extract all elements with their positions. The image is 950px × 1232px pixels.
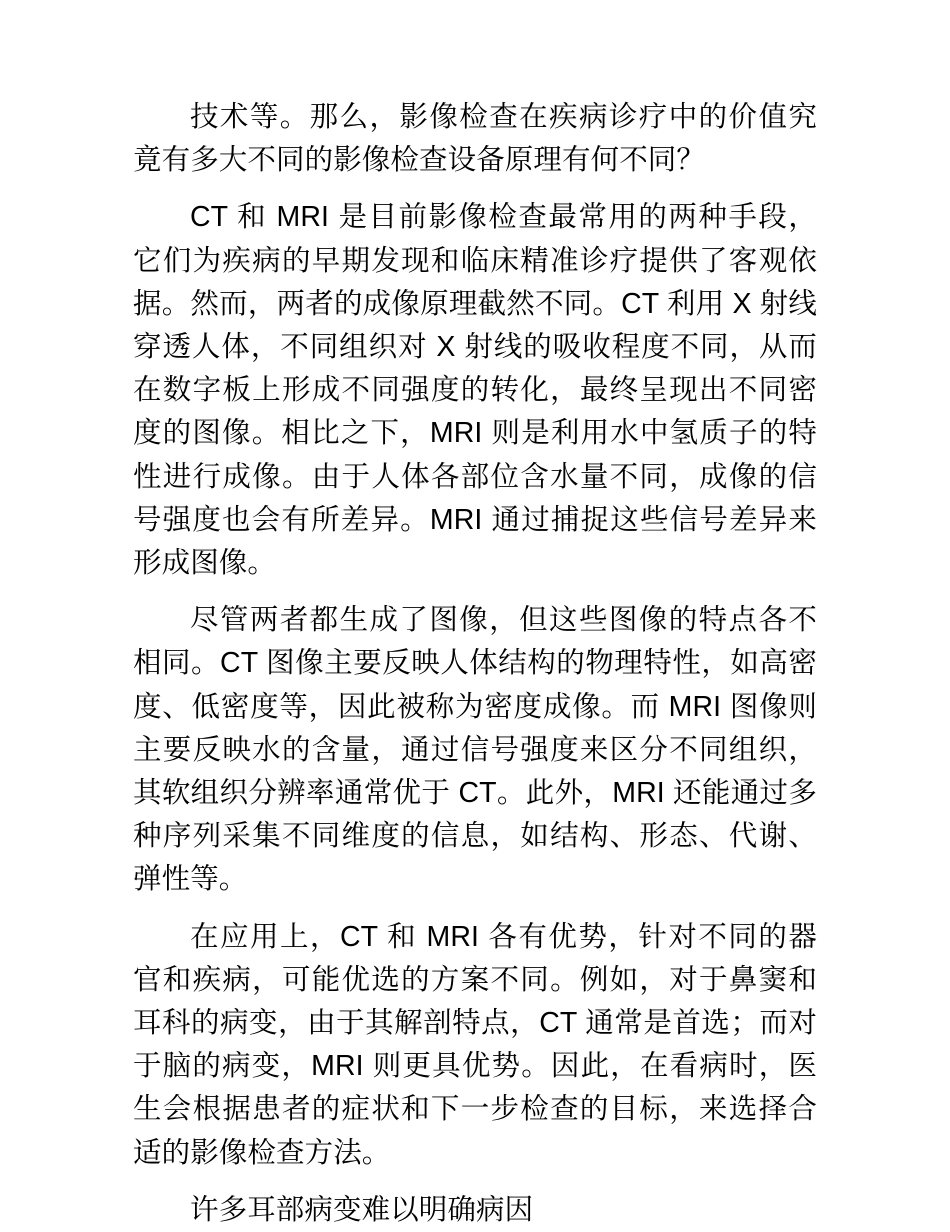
paragraph-4: 在应用上，CT 和 MRI 各有优势，针对不同的器官和疾病，可能优选的方案不同。例如，对于鼻窦和耳科的病变，由于其解剖特点，CT 通常是首选；而对于脑的病变，MRI 则更具优势。因此，在看病时，医生会根据患者的症状和下一步检查的目标，来选择合适的影像检查方法。: [133, 920, 817, 1169]
paragraph-1: 技术等。那么，影像检查在疾病诊疗中的价值究竟有多大不同的影像检查设备原理有何不同？: [133, 101, 817, 177]
paragraph-5: 许多耳部病变难以明确病因: [190, 1193, 534, 1226]
paragraph-3: 尽管两者都生成了图像，但这些图像的特点各不相同。CT 图像主要反映人体结构的物理特性，如高密度、低密度等，因此被称为密度成像。而 MRI 图像则主要反映水的含量，通过信号强度来区分不同组织，其软组织分辨率通常优于 CT。此外，MRI 还能通过多种序列采集不同维度的信息，如结构、形态、代谢、弹性等。: [133, 604, 817, 896]
document-body: [133, 96, 817, 1232]
paragraph-2: CT 和 MRI 是目前影像检查最常用的两种手段，它们为疾病的早期发现和临床精准诊疗提供了客观依据。然而，两者的成像原理截然不同。CT 利用 X 射线穿透人体，不同组织对 X 射线的吸收程度不同，从而在数字板上形成不同强度的转化，最终呈现出不同密度的图像。相比之下，MRI 则是利用水中氢质子的特性进行成像。由于人体各部位含水量不同，成像的信号强度也会有所差异。MRI 通过捕捉这些信号差异来形成图像。: [133, 201, 817, 580]
